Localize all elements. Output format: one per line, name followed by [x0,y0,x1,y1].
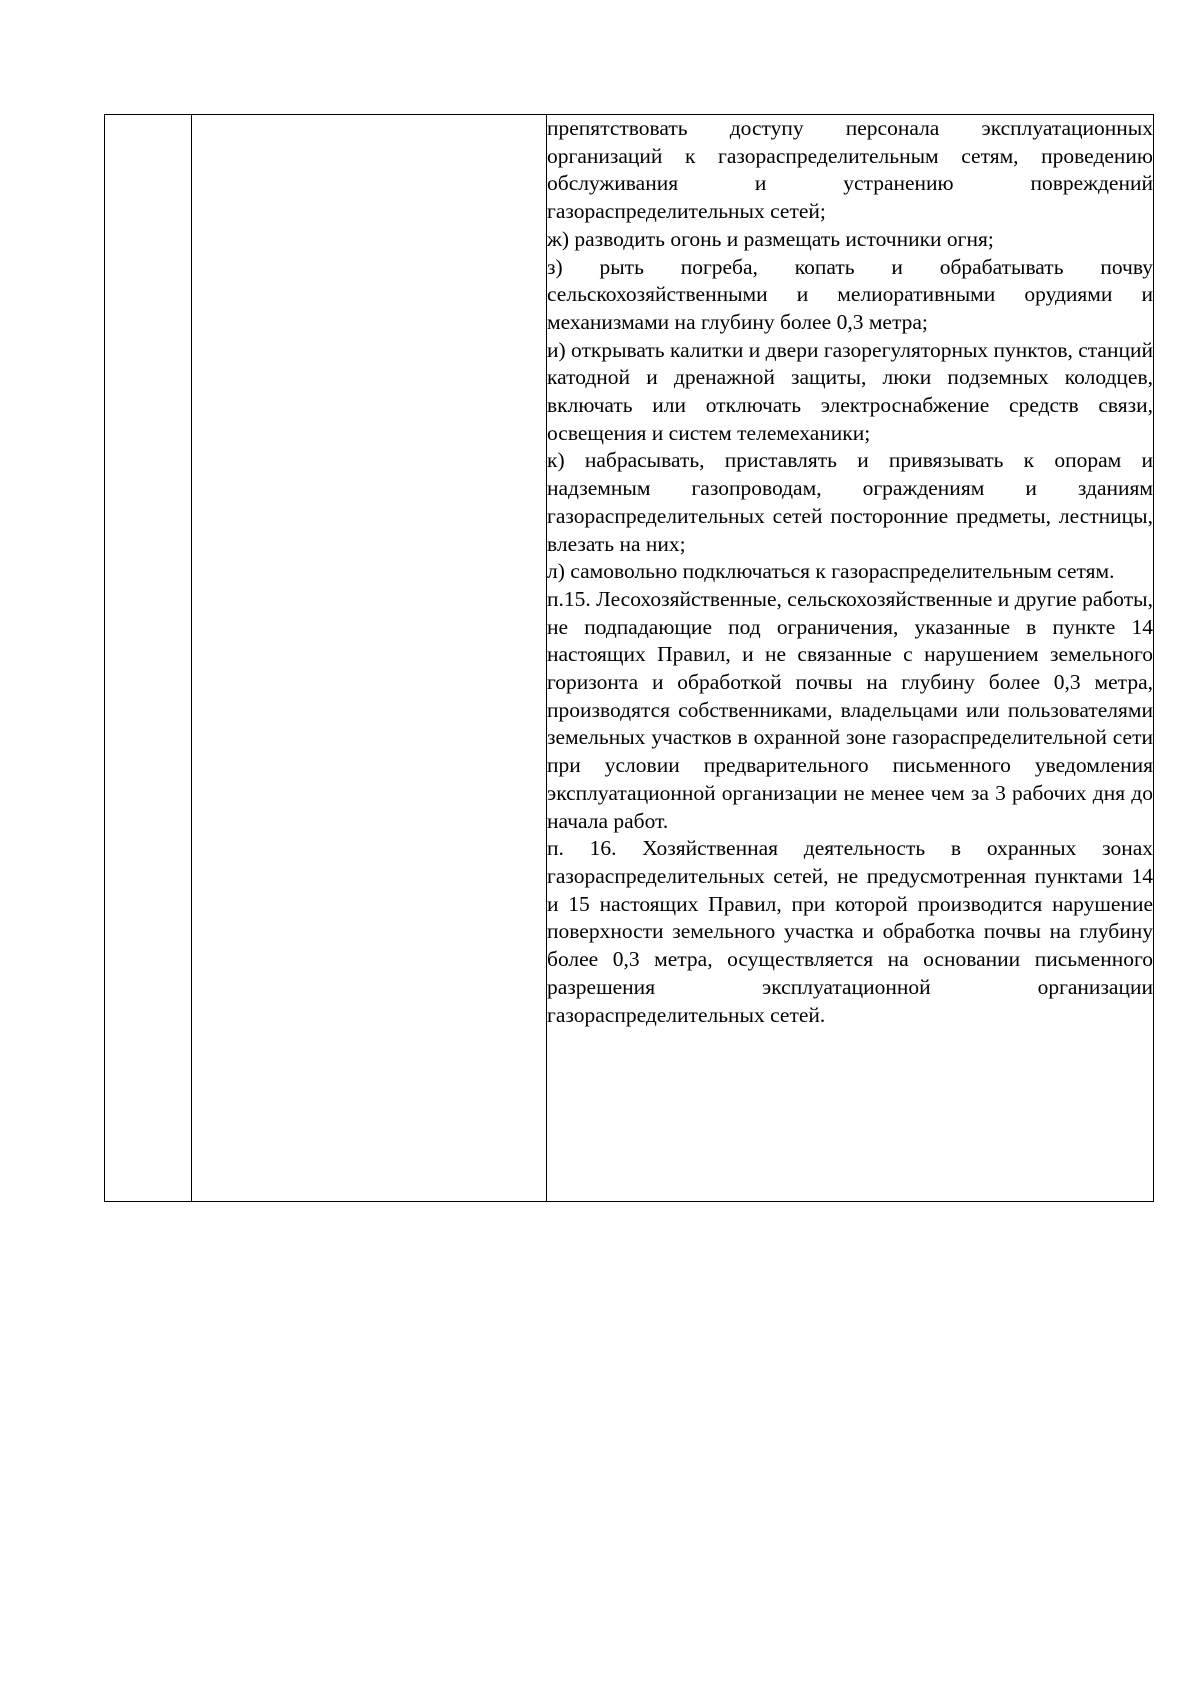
table-cell-name [192,115,547,1202]
paragraph: п. 16. Хозяйственная деятельность в охранных зонах газораспределительных сетей, не предусмотренная пунктами 14 и 15 настоящих Правил, при которой производится нарушение поверхности земельного участка и обработка почвы на глубину более 0,3 метра, осуществляется на основании письменного разрешения эксплуатационной организации газораспределительных сетей. [547,836,1153,1027]
paragraph: л) самовольно подключаться к газораспределительным сетям. [547,559,1115,584]
paragraph: ж) разводить огонь и размещать источники огня; [547,226,994,251]
paragraph: к) набрасывать, приставлять и привязывать к опорам и надземным газопроводам, ограждениям и зданиям газораспределительных сетей посторонние предметы, лестницы, влезать на них; [547,448,1153,556]
table-cell-number [105,115,192,1202]
table-row [105,115,1154,1202]
paragraph: п.15. Лесохозяйственные, сельскохозяйственные и другие работы, не подпадающие под ограничения, указанные в пункте 14 настоящих Правил, и не связанные с нарушением земельного горизонта и обработкой почвы на глубину более 0,3 метра, производятся собственниками, владельцами или пользователями земельных участков в охранной зоне газораспределительной сети при условии предварительного письменного уведомления эксплуатационной организации не менее чем за 3 рабочих дня до начала работ. [547,586,1153,833]
document-table [104,114,1154,1202]
paragraph: и) открывать калитки и двери газорегуляторных пунктов, станций катодной и дренажной защиты, люки подземных колодцев, включать или отключать электроснабжение средств связи, освещения и систем телемеханики; [547,337,1153,445]
table-cell-content [547,115,1154,1202]
paragraph: з) рыть погреба, копать и обрабатывать почву сельскохозяйственными и мелиоративными орудиями и механизмами на глубину более 0,3 метра; [547,254,1153,334]
paragraph: препятствовать доступу персонала эксплуатационных организаций к газораспределительным сетям, проведению обслуживания и устранению повреждений газораспределительных сетей; [547,116,1153,224]
